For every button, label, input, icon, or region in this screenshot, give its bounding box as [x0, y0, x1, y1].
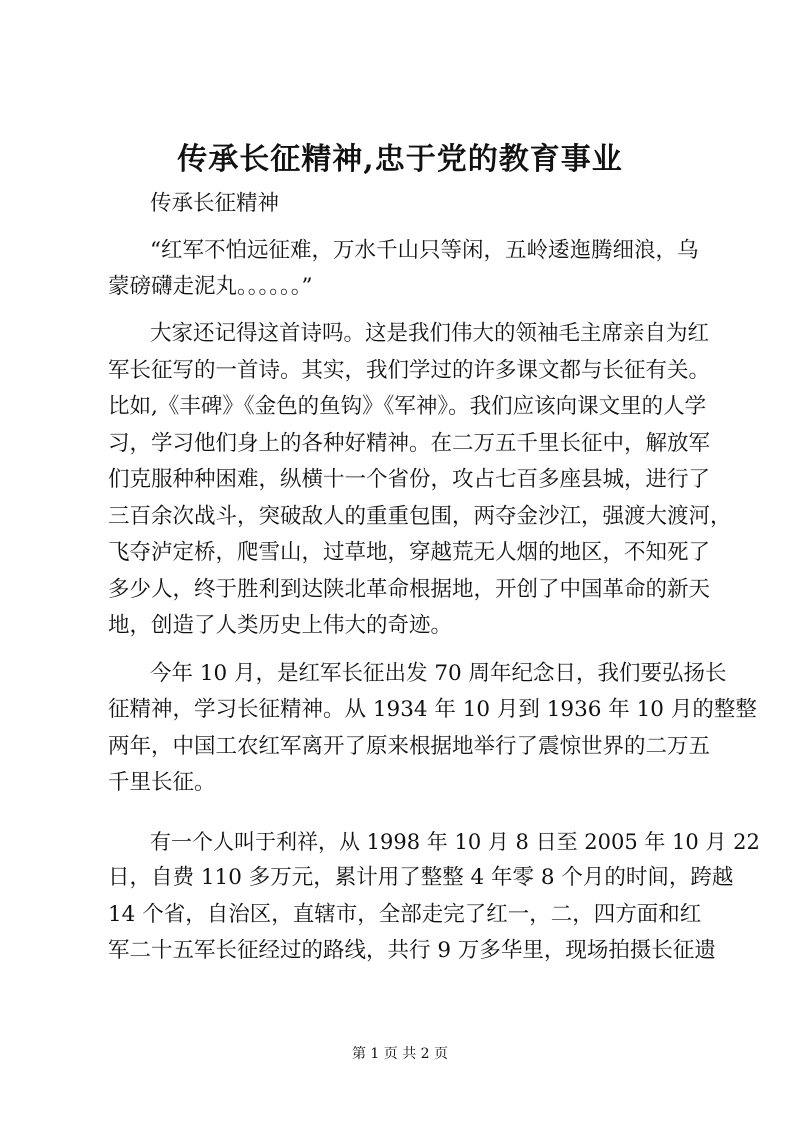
page-number-footer: 第 1 页 共 2 页 — [351, 1046, 449, 1062]
body-line: 们克服种种困难，纵横十一个省份，攻占七百多座县城，进行了 — [108, 467, 711, 492]
body-line: 飞夺泸定桥，爬雪山，过草地，穿越荒无人烟的地区，不知死了 — [108, 540, 711, 565]
body-line: 征精神，学习长征精神。从 1934 年 10 月到 1936 年 10 月的整整 — [108, 697, 757, 722]
body-line: 军二十五军长征经过的路线，共行 9 万多华里，现场拍摄长征遗 — [108, 938, 716, 963]
body-line: 地，创造了人类历史上伟大的奇迹。 — [108, 613, 453, 638]
body-line: “红军不怕远征难，万水千山只等闲，五岭逶迤腾细浪，乌 — [150, 238, 699, 263]
body-line: 蒙磅礴走泥丸。。。。。。” — [108, 274, 313, 299]
body-line: 两年，中国工农红军离开了原来根据地举行了震惊世界的二万五 — [108, 734, 711, 759]
body-line: 军长征写的一首诗。其实，我们学过的许多课文都与长征有关。 — [108, 358, 711, 383]
subtitle-line: 传承长征精神 — [150, 191, 280, 216]
body-line: 千里长征。 — [108, 770, 216, 795]
body-line: 大家还记得这首诗吗。这是我们伟大的领袖毛主席亲自为红 — [150, 321, 710, 346]
body-line: 习，学习他们身上的各种好精神。在二万五千里长征中，解放军 — [108, 431, 711, 456]
body-line: 多少人，终于胜利到达陕北革命根据地，开创了中国革命的新天 — [108, 577, 711, 602]
body-line: 三百余次战斗，突破敌人的重重包围，两夺金沙江，强渡大渡河， — [108, 504, 732, 529]
body-line: 14 个省，自治区，直辖市，全部走完了红一，二，四方面和红 — [108, 902, 702, 927]
body-line: 今年 10 月，是红军长征出发 70 周年纪念日，我们要弘扬长 — [150, 661, 727, 686]
body-line: 日，自费 110 多万元，累计用了整整 4 年零 8 个月的时间，跨越 — [108, 865, 734, 890]
body-line: 有一个人叫于利祥，从 1998 年 10 月 8 日至 2005 年 10 月 22 — [150, 830, 760, 854]
body-line: 比如,《丰碑》《金色的鱼钩》《军神》。我们应该向课文里的人学 — [108, 394, 707, 419]
document-title: 传承长征精神,忠于党的教育事业 — [177, 142, 623, 177]
